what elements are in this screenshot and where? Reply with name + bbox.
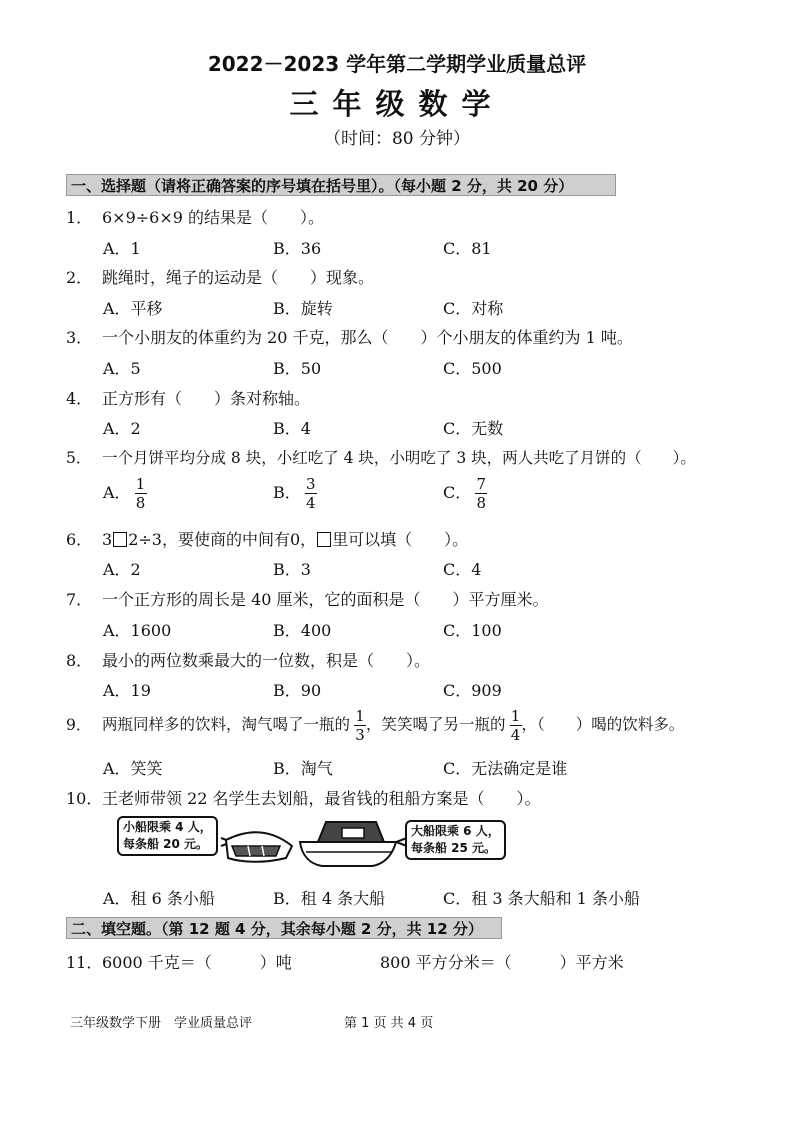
question-text-b: 2÷3，要使商的中间有0， xyxy=(128,530,317,549)
option-c: C．无法确定是谁 xyxy=(443,759,568,778)
question-number: 2． xyxy=(66,268,93,287)
fraction-numerator: 3 xyxy=(305,475,316,493)
option-c: C．对称 xyxy=(443,299,504,318)
option-a: A．平移 xyxy=(103,299,163,318)
small-boat-price: 每条船 20 元。 xyxy=(123,837,209,851)
fraction-denominator: 8 xyxy=(135,494,146,512)
option-label: C． xyxy=(443,483,472,502)
option-b: B．90 xyxy=(273,681,322,700)
question-number: 8． xyxy=(66,651,93,670)
question-number: 6． xyxy=(66,530,93,549)
big-boat-info-bubble xyxy=(405,820,506,860)
option-b: B．36 xyxy=(273,239,322,258)
question-11-part-1: 6000 千克＝（ ）吨 xyxy=(102,953,292,972)
exam-title: 2022－2023 学年第二学期学业质量总评 xyxy=(207,52,587,76)
question-text: 最小的两位数乘最大的一位数，积是（ ）。 xyxy=(102,651,431,670)
question-text: 一个正方形的周长是 40 厘米，它的面积是（ ）平方厘米。 xyxy=(102,590,549,609)
fraction-denominator: 4 xyxy=(510,726,521,744)
footer-book-title: 三年级数学下册 学业质量总评 xyxy=(70,1016,253,1031)
option-c: C．租 3 条大船和 1 条小船 xyxy=(443,889,640,908)
big-boat-capacity: 大船限乘 6 人， xyxy=(411,824,500,838)
option-b: B．租 4 条大船 xyxy=(273,889,386,908)
option-a: A．租 6 条小船 xyxy=(103,889,215,908)
small-boat-icon xyxy=(226,832,292,862)
fraction-denominator: 4 xyxy=(305,494,316,512)
question-number: 11． xyxy=(66,953,103,972)
question-text-a: 两瓶同样多的饮料，淘气喝了一瓶的 xyxy=(102,715,351,734)
question-text-b: ，笑笑喝了另一瓶的 xyxy=(366,715,506,734)
question-text: 一个小朋友的体重约为 20 千克，那么（ ）个小朋友的体重约为 1 吨。 xyxy=(102,328,633,347)
subject-title: 三年级数学 xyxy=(289,87,505,121)
question-number: 4． xyxy=(66,389,93,408)
question-number: 10． xyxy=(66,789,103,808)
fraction-denominator: 3 xyxy=(355,726,365,744)
question-text: 6×9÷6×9 的结果是（ ）。 xyxy=(102,208,325,227)
exam-duration: （时间：80 分钟） xyxy=(323,129,471,149)
fraction-numerator: 7 xyxy=(476,475,487,493)
small-boat-capacity: 小船限乘 4 人， xyxy=(123,820,212,834)
big-boat-price: 每条船 25 元。 xyxy=(411,841,497,855)
big-boat-icon xyxy=(300,822,396,866)
question-number: 1． xyxy=(66,208,93,227)
option-a: A．2 xyxy=(103,560,141,579)
option-c: C．100 xyxy=(443,621,502,640)
question-text: 一个月饼平均分成 8 块，小红吃了 4 块，小明吃了 3 块，两人共吃了月饼的（ ）。 xyxy=(102,449,696,467)
question-text: 跳绳时，绳子的运动是（ ）现象。 xyxy=(102,268,375,287)
option-a: A．1600 xyxy=(103,621,172,640)
fraction-numerator: 1 xyxy=(135,475,146,493)
option-a: A．5 xyxy=(103,359,141,378)
option-b: B．4 xyxy=(273,419,311,438)
option-label: B． xyxy=(273,483,301,502)
section-heading-fill-in: 二、填空题。（第 12 题 4 分，其余每小题 2 分，共 12 分） xyxy=(66,917,502,939)
question-text-c: ，（ ）喝的饮料多。 xyxy=(521,715,685,734)
section-heading-choice: 一、选择题（请将正确答案的序号填在括号里）。（每小题 2 分，共 20 分） xyxy=(66,174,616,196)
question-text-a: 3 xyxy=(102,530,113,549)
question-text-c: 里可以填（ ）。 xyxy=(332,530,469,549)
option-a: A．1 xyxy=(103,239,141,258)
question-number: 3． xyxy=(66,328,93,347)
option-c: C．909 xyxy=(443,681,502,700)
option-a: A．19 xyxy=(103,681,151,700)
option-b: B．3 xyxy=(273,560,311,579)
question-11 xyxy=(66,950,292,973)
footer-page-number: 第 1 页 共 4 页 xyxy=(344,1016,434,1031)
option-b: B．400 xyxy=(273,621,332,640)
option-b: B．50 xyxy=(273,359,322,378)
question-number: 5． xyxy=(66,449,92,467)
option-c: C．81 xyxy=(443,239,492,258)
option-c: C．4 xyxy=(443,560,482,579)
option-a: A．2 xyxy=(103,419,141,438)
option-a: A．笑笑 xyxy=(103,759,163,778)
question-text: 正方形有（ ）条对称轴。 xyxy=(102,389,311,408)
question-number: 7． xyxy=(66,590,93,609)
fraction-denominator: 8 xyxy=(476,494,487,512)
option-b: B．旋转 xyxy=(273,299,333,318)
fraction-numerator: 1 xyxy=(510,707,521,725)
option-b: B．淘气 xyxy=(273,759,333,778)
question-number: 9． xyxy=(66,715,92,734)
question-11-part-2: 800 平方分米＝（ ）平方米 xyxy=(380,953,624,972)
option-label: A． xyxy=(103,483,131,502)
fraction-numerator: 1 xyxy=(355,707,365,725)
option-c: C．无数 xyxy=(443,419,504,438)
option-c: C．500 xyxy=(443,359,502,378)
question-text: 王老师带领 22 名学生去划船，最省钱的租船方案是（ ）。 xyxy=(102,789,541,808)
